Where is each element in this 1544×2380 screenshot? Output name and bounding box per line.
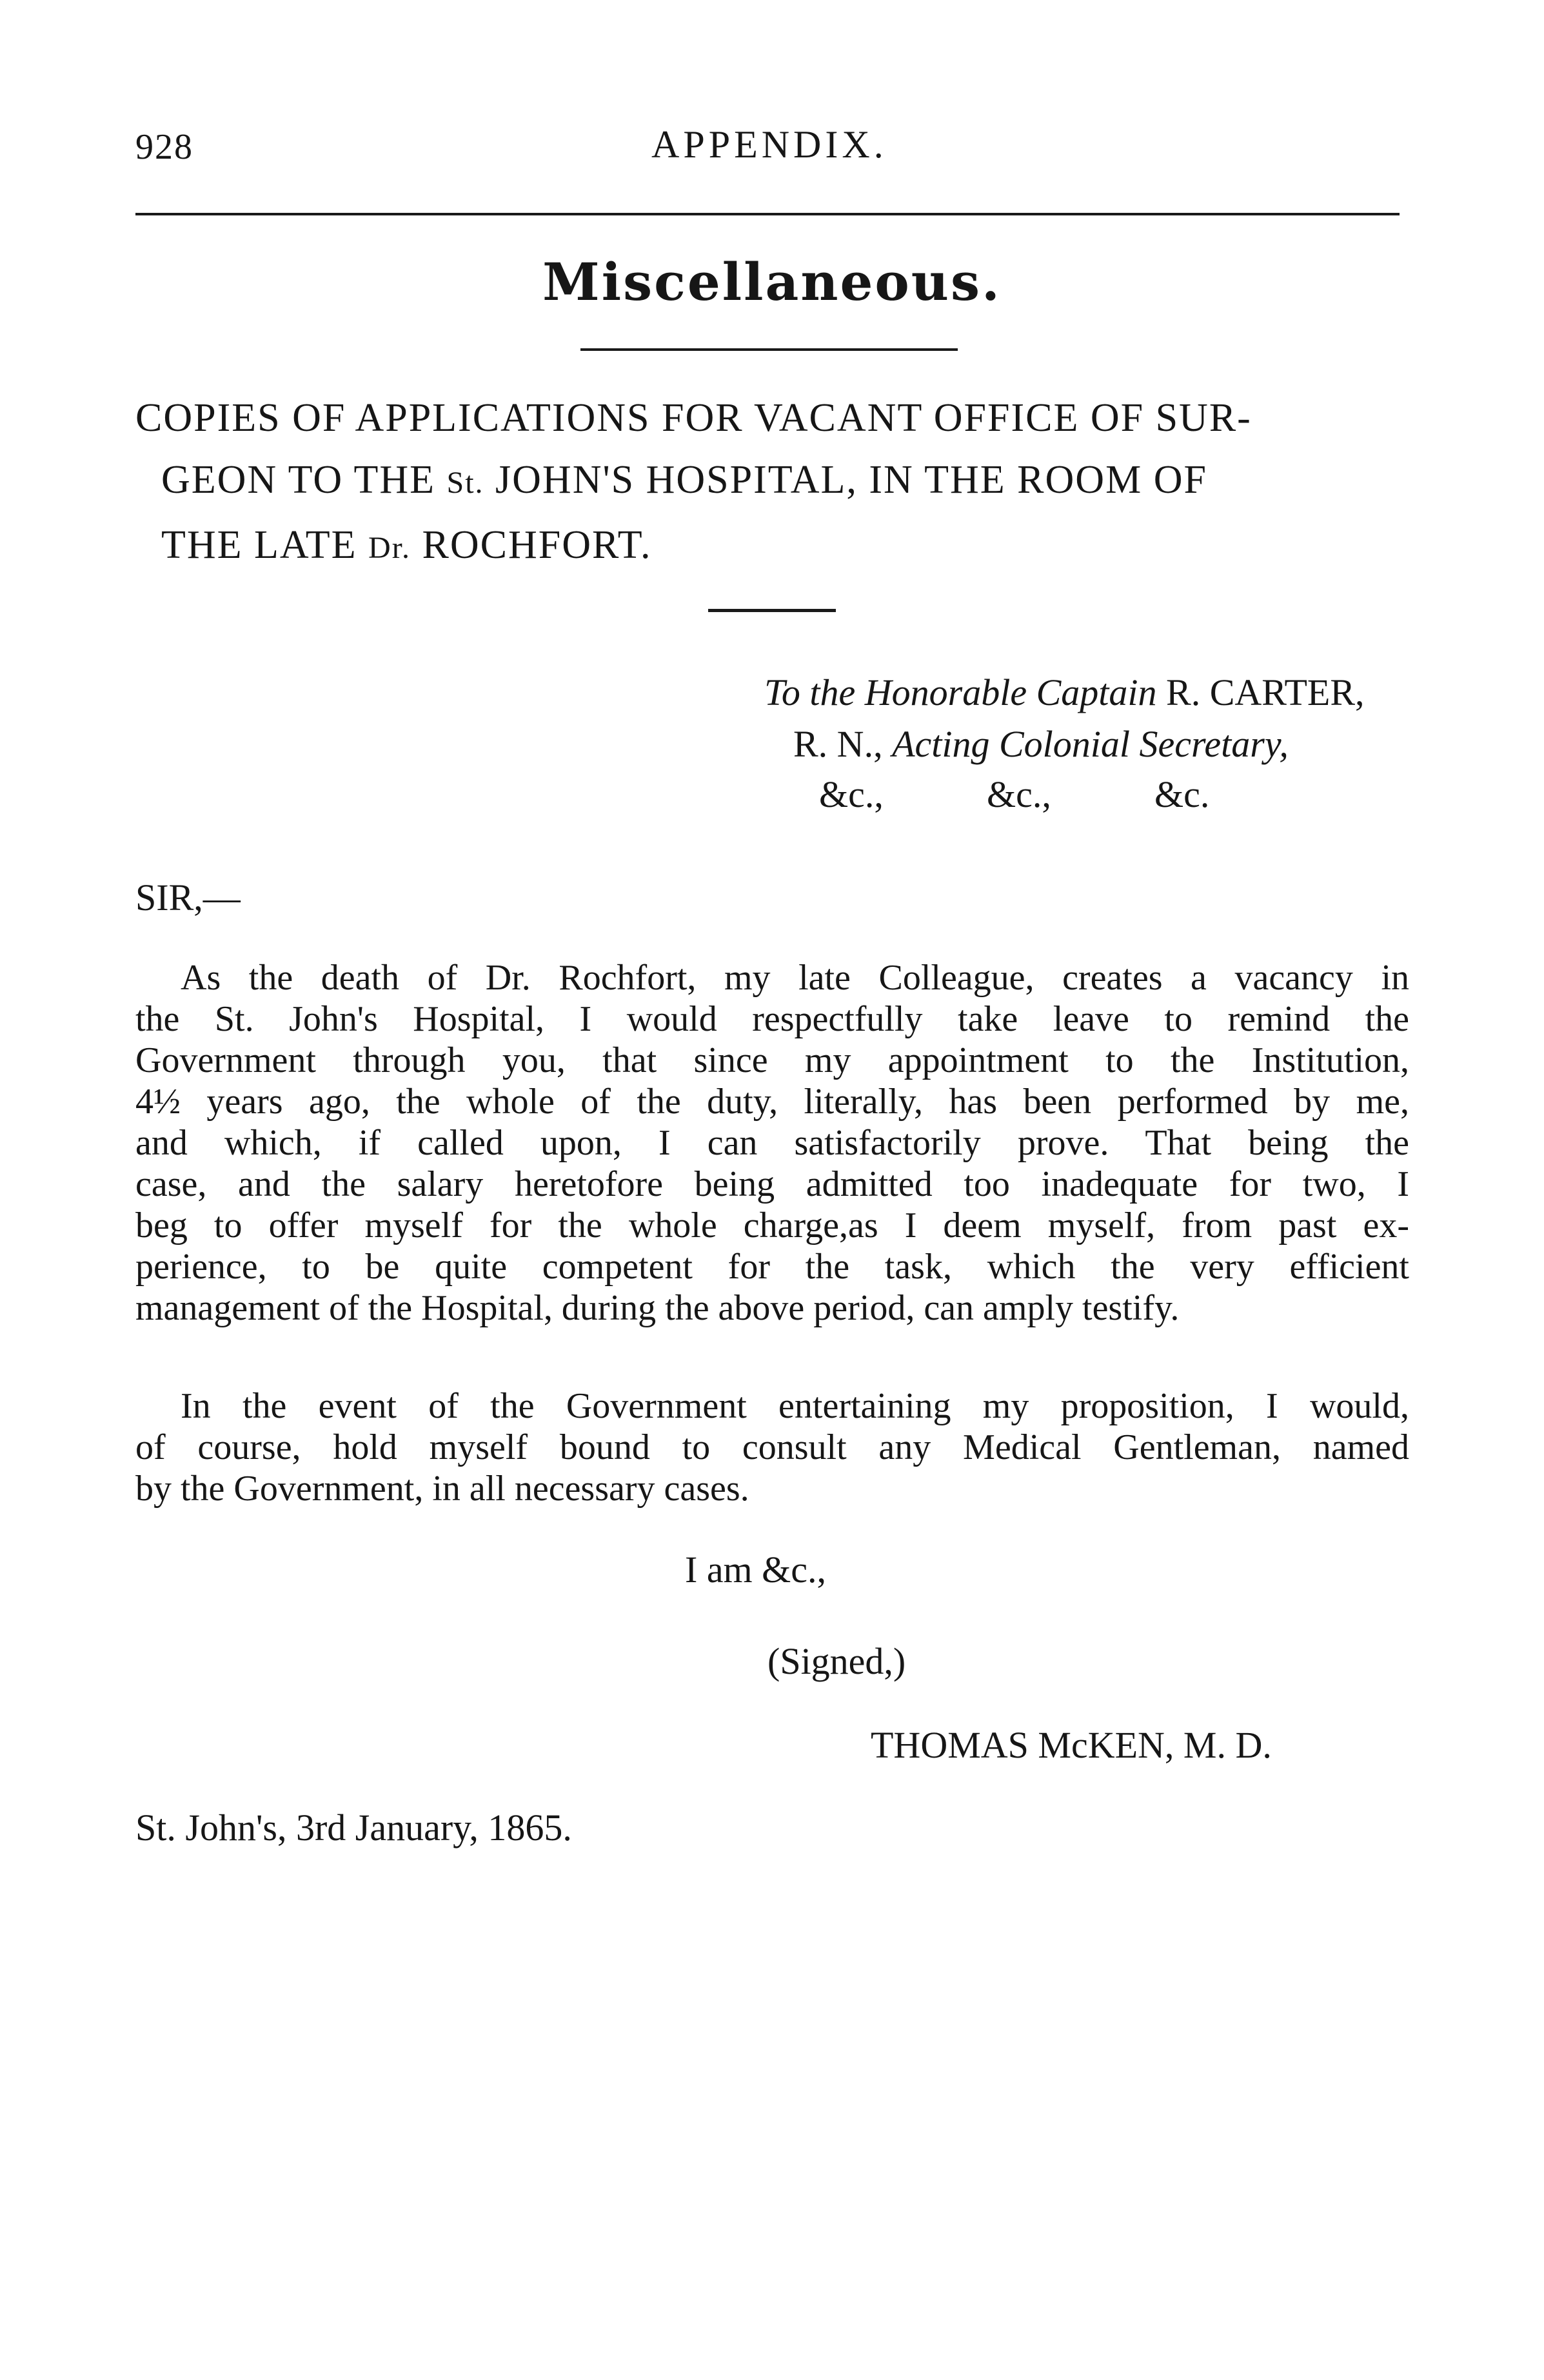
heading-line-3: THE LATE Dr. ROCHFORT. <box>161 523 652 567</box>
addressee-line-3a: &c., <box>819 773 884 815</box>
paragraph-line: by the Government, in all necessary cases. <box>135 1469 749 1509</box>
letter-paragraph-2 <box>135 1385 1409 1509</box>
paragraph-line: the St. John's Hospital, I would respectfully take leave to remind the <box>135 999 1409 1039</box>
paragraph-line: of course, hold myself bound to consult any Medical Gentleman, named <box>135 1427 1409 1467</box>
page-number: 928 <box>135 127 193 167</box>
addressee-line-2: R. N., Acting Colonial Secretary, <box>793 723 1289 765</box>
paragraph-line: As the death of Dr. Rochfort, my late Colleague, creates a vacancy in <box>181 958 1409 998</box>
place-date: St. John's, 3rd January, 1865. <box>135 1807 572 1849</box>
paragraph-line: and which, if called upon, I can satisfactorily prove. That being the <box>135 1123 1409 1163</box>
paragraph-line: 4½ years ago, the whole of the duty, literally, has been performed by me, <box>135 1082 1409 1122</box>
paragraph-line: perience, to be quite competent for the task, which the very efficient <box>135 1247 1409 1287</box>
letter-paragraph-1 <box>135 957 1409 1329</box>
paragraph-line: management of the Hospital, during the above period, can amply testify. <box>135 1288 1180 1328</box>
running-head: APPENDIX. <box>651 123 887 166</box>
paragraph-line: case, and the salary heretofore being admitted too inadequate for two, I <box>135 1164 1409 1204</box>
addressee-line-3b: &c., <box>987 773 1051 815</box>
section-rule <box>580 348 958 351</box>
paragraph-line: beg to offer myself for the whole charge,as I deem myself, from past ex- <box>135 1205 1409 1245</box>
header-rule <box>135 213 1400 215</box>
salutation: SIR,— <box>135 877 241 918</box>
addressee-line-1: To the Honorable Captain R. CARTER, <box>764 671 1365 713</box>
document-heading <box>135 387 1425 579</box>
complimentary-close: I am &c., <box>685 1549 827 1591</box>
signature-name: THOMAS McKEN, M. D. <box>871 1724 1272 1766</box>
heading-rule <box>708 609 836 612</box>
paragraph-line: In the event of the Government entertaining my proposition, I would, <box>181 1386 1409 1426</box>
signed-note: (Signed,) <box>767 1640 906 1682</box>
addressee-line-3c: &c. <box>1154 773 1210 815</box>
paragraph-line: Government through you, that since my appointment to the Institution, <box>135 1040 1409 1080</box>
heading-line-1: COPIES OF APPLICATIONS FOR VACANT OFFICE OF SUR- <box>135 396 1252 440</box>
section-title: Miscellaneous. <box>542 252 1002 312</box>
heading-line-2: GEON TO THE St. JOHN'S HOSPITAL, IN THE ROOM OF <box>161 458 1207 502</box>
